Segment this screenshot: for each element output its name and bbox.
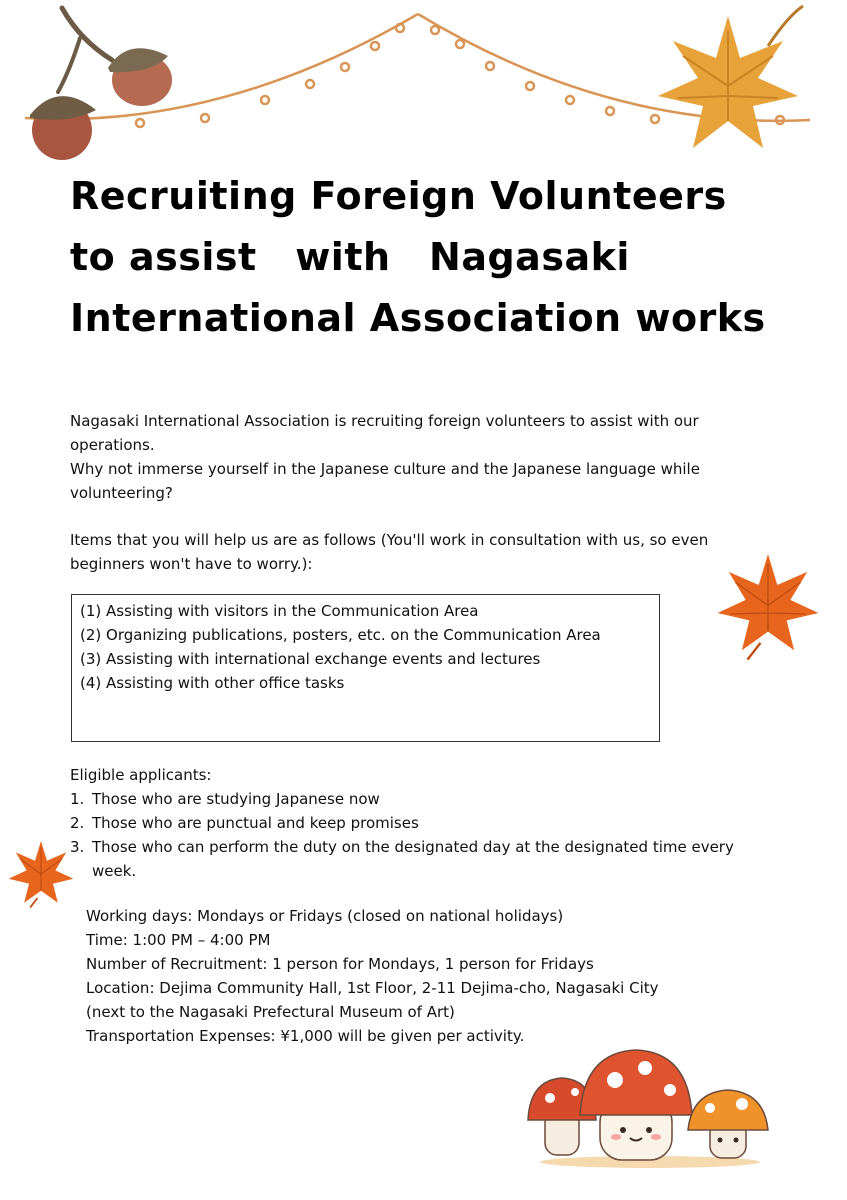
recruitment-number: Number of Recruitment: 1 person for Mondays, 1 person for Fridays xyxy=(86,955,594,973)
task-item: (4) Assisting with other office tasks xyxy=(80,674,345,692)
orange-maple-leaf-icon xyxy=(712,548,824,663)
page-title xyxy=(70,166,766,349)
task-item: (1) Assisting with visitors in the Communication Area xyxy=(80,602,479,620)
eligible-section xyxy=(70,763,738,883)
task-item: (3) Assisting with international exchange events and lectures xyxy=(80,650,541,668)
eligible-text: Those who can perform the duty on the designated day at the designated time every week. xyxy=(92,838,734,880)
title-line: to assist with Nagasaki xyxy=(70,235,630,279)
working-time: Time: 1:00 PM – 4:00 PM xyxy=(86,931,271,949)
eligible-text: Those who are punctual and keep promises xyxy=(92,814,419,832)
acorn-icon xyxy=(108,48,172,106)
tasks-box xyxy=(71,594,660,742)
acorn-icon xyxy=(30,96,96,160)
eligible-heading: Eligible applicants: xyxy=(70,766,212,784)
transportation-expenses: Transportation Expenses: ¥1,000 will be given per activity. xyxy=(86,1027,525,1045)
orange-maple-leaf-icon xyxy=(5,838,77,910)
task-item: (2) Organizing publications, posters, etc. on the Communication Area xyxy=(80,626,601,644)
details-section xyxy=(86,904,746,1048)
items-intro-text: Items that you will help us are as follows (You'll work in consultation with us, so even beginners won't have to worry.): xyxy=(70,531,709,573)
yellow-maple-leaf-icon xyxy=(658,6,803,148)
mushroom-characters-icon xyxy=(520,1040,780,1170)
intro-paragraph: Nagasaki International Association is recruiting foreign volunteers to assist with our operations. xyxy=(70,412,699,454)
eligible-item xyxy=(70,811,738,835)
eligible-item xyxy=(70,835,738,883)
eligible-number: 2. xyxy=(70,814,85,832)
working-days: Working days: Mondays or Fridays (closed on national holidays) xyxy=(86,907,564,925)
intro-section xyxy=(70,409,738,505)
eligible-item xyxy=(70,787,738,811)
title-line: Recruiting Foreign Volunteers xyxy=(70,174,727,218)
location: Location: Dejima Community Hall, 1st Floor, 2-11 Dejima-cho, Nagasaki City xyxy=(86,979,659,997)
eligible-number: 3. xyxy=(70,838,85,856)
eligible-text: Those who are studying Japanese now xyxy=(92,790,380,808)
location-note: (next to the Nagasaki Prefectural Museum of Art) xyxy=(86,1003,455,1021)
eligible-number: 1. xyxy=(70,790,85,808)
top-garland-decoration xyxy=(0,0,847,170)
title-line: International Association works xyxy=(70,296,766,340)
intro-paragraph: Why not immerse yourself in the Japanese culture and the Japanese language while volunteering? xyxy=(70,460,700,502)
